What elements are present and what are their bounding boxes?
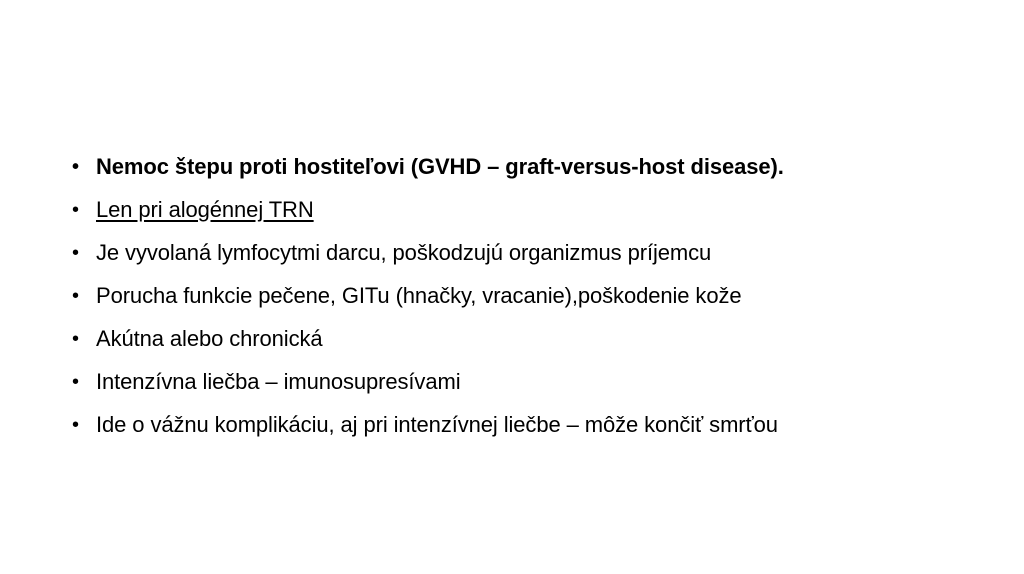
bullet-item-organ-damage [72,281,952,311]
bullet-text: Len pri alogénnej TRN [96,197,314,222]
bullet-item-allogeneic [72,195,952,225]
bullet-dot: • [72,414,79,436]
bullet-item-lymphocytes [72,238,952,268]
bullet-text: Intenzívna liečba – imunosupresívami [96,369,461,394]
bullet-item-serious-complication [72,410,952,440]
bullet-dot: • [72,285,79,307]
bullet-dot: • [72,156,79,178]
bullet-text: Ide o vážnu komplikáciu, aj pri intenzívnej liečbe – môže končiť smrťou [96,412,778,437]
bullet-dot: • [72,199,79,221]
bullet-text: Nemoc štepu proti hostiteľovi (GVHD – graft-versus-host disease). [96,154,784,179]
bullet-text: Porucha funkcie pečene, GITu (hnačky, vracanie),poškodenie kože [96,283,742,308]
bullet-dot: • [72,242,79,264]
bullet-dot: • [72,328,79,350]
bullet-item-treatment [72,367,952,397]
bullet-text: Akútna alebo chronická [96,326,323,351]
bullet-dot: • [72,371,79,393]
bullet-list [72,152,952,453]
bullet-item-gvhd [72,152,952,182]
bullet-item-acute-chronic [72,324,952,354]
bullet-text: Je vyvolaná lymfocytmi darcu, poškodzujú organizmus príjemcu [96,240,712,265]
